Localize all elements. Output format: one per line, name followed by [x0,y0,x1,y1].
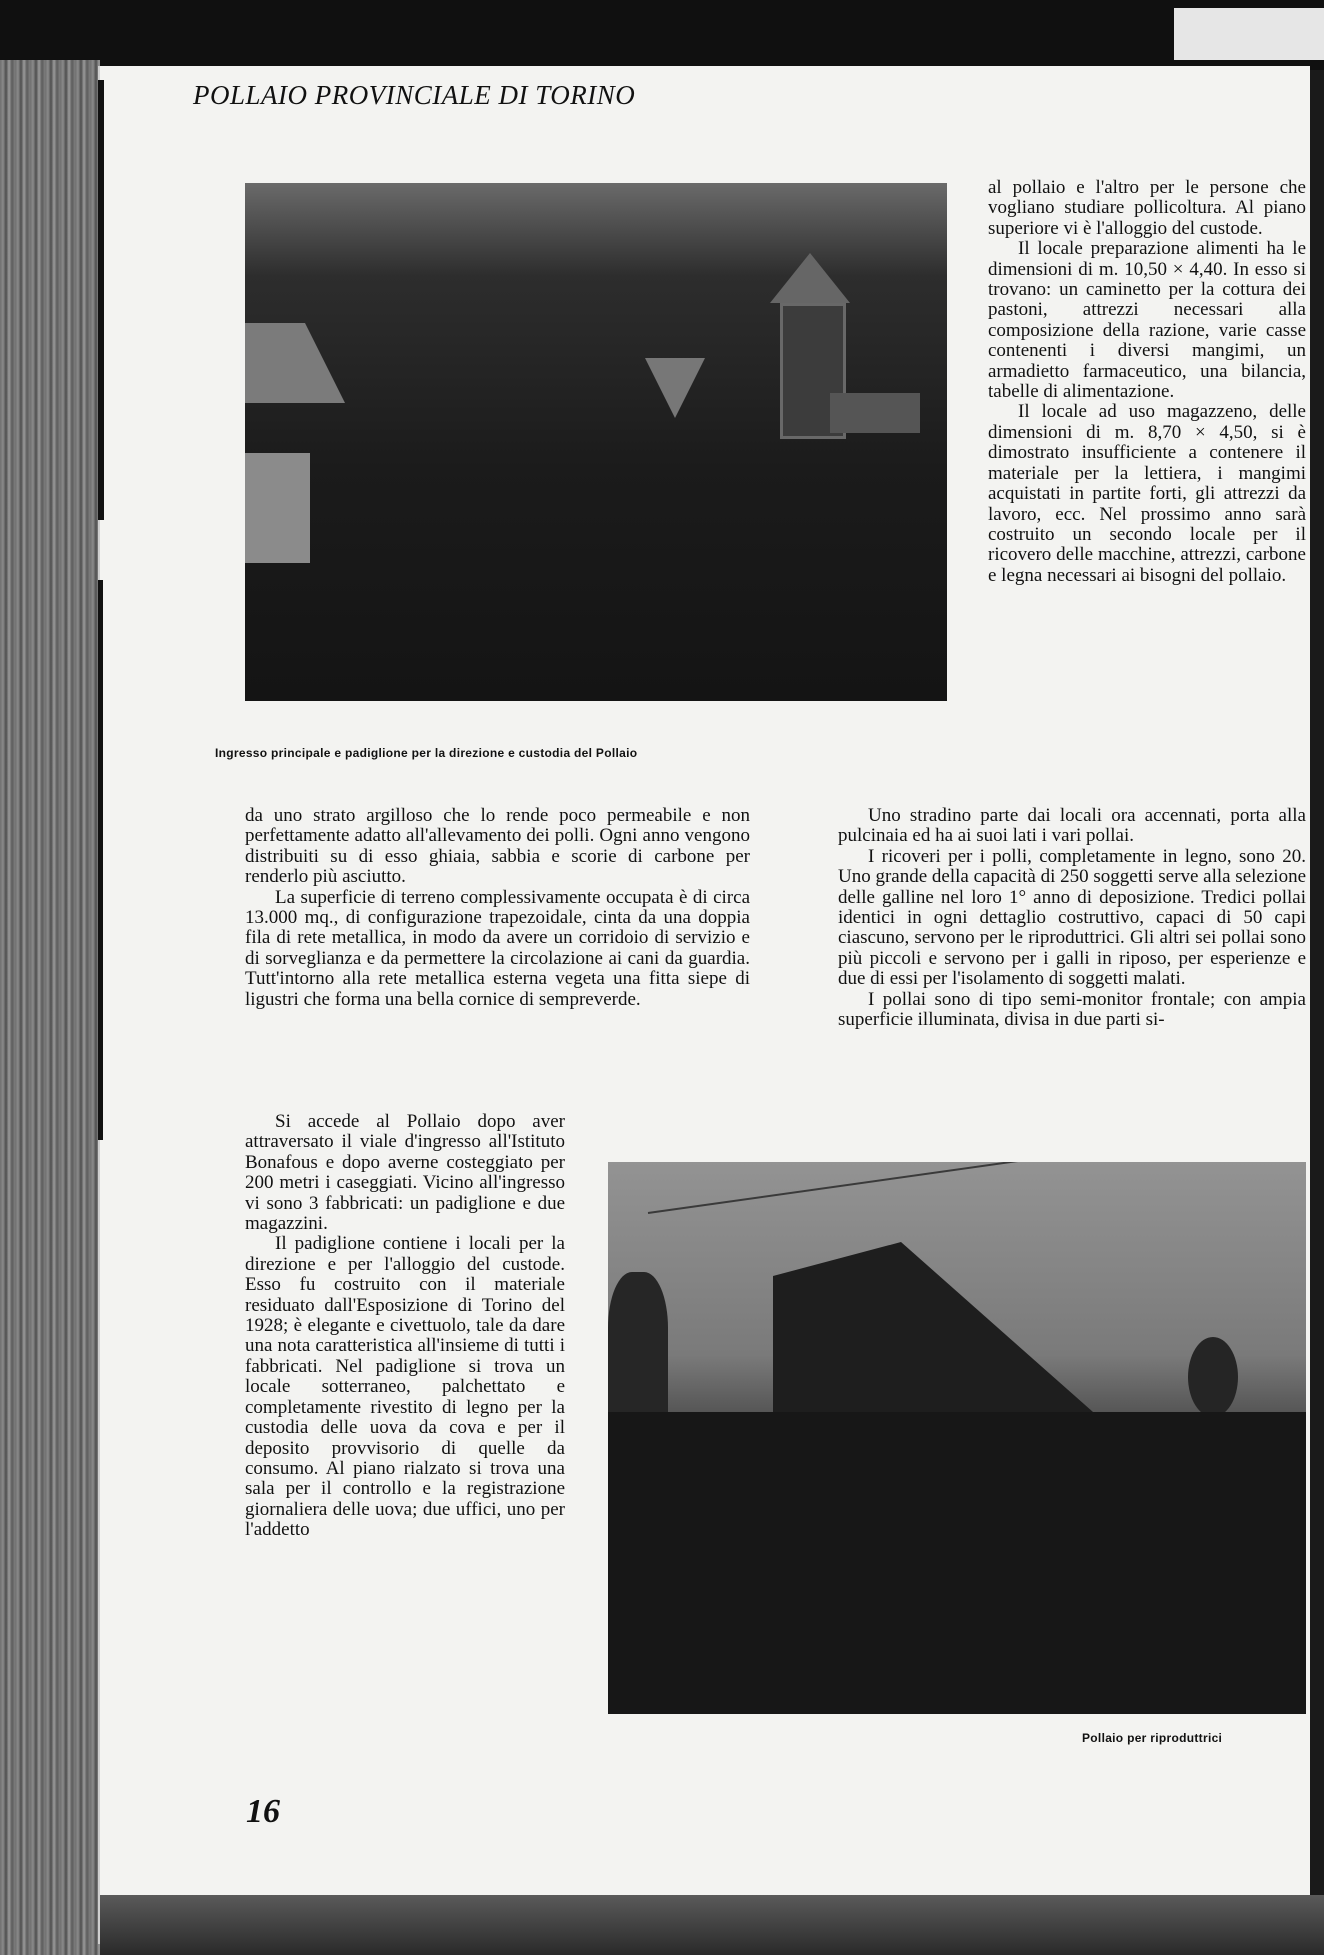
paragraph: La superficie di terreno complessivamente occupata è di circa 13.000 mq., di configurazione trapezoidale, cinta da una doppia fila di rete metallica, in modo da avere un corridoio di servizio e di sorveglianza e da permettere la circolazione ai cani da guardia. Tutt'intorno alla rete metallica esterna vegeta una fitta siepe di ligustri che forma una bella cornice di sempreverde. [245,886,750,1010]
scan-margin-line [98,80,104,520]
paragraph: I pollai sono di tipo semi-monitor frontale; con ampia superficie illuminata, divisa in due parti si- [838,988,1306,1031]
page-number: 16 [246,1793,280,1830]
photo-detail [245,323,345,403]
photo-detail [648,1162,1282,1214]
scan-margin-line [98,580,103,1140]
paragraph: da uno strato argilloso che lo rende poco permeabile e non perfettamente adatto all'allevamento dei polli. Ogni anno vengono distribuiti su di esso ghiaia, sabbia e scorie di carbone per renderlo più asciutto. [245,805,750,888]
paragraph: I ricoveri per i polli, completamente in legno, sono 20. Uno grande della capacità di 250 soggetti serve alla selezione delle galline nel loro 1° anno di deposizione. Tredici pollai identici in ogni dettaglio costruttivo, capaci di 50 capi ciascuno, servono per le riproduttrici. Gli altri sei pollai sono più piccoli e servono per i galli in riposo, per esperienze e due di essi per l'isolamento di soggetti malati. [838,845,1306,990]
photo-caption: Pollaio per riproduttrici [1082,1731,1223,1745]
scan-bottom-border [100,1895,1324,1955]
paragraph: Si accede al Pollaio dopo aver attraversato il viale d'ingresso all'Istituto Bonafous e dopo averne costeggiato per 200 metri i caseggiati. Vicino all'ingresso vi sono 3 fabbricati: un padiglione e due magazzini. [245,1111,565,1235]
photo-detail [608,1412,1306,1714]
photo-detail [608,1272,668,1412]
photo-detail [1188,1337,1238,1417]
text-column-right-top [988,178,1306,586]
text-column-right-mid [838,806,1306,1030]
running-head: POLLAIO PROVINCIALE DI TORINO [193,80,636,110]
scan-binding-edge [0,60,100,1955]
paragraph: al pollaio e l'altro per le persone che vogliano studiare pollicoltura. Al piano superiore vi è l'alloggio del custode. [988,177,1306,239]
photo-detail [830,393,920,433]
text-column-left-narrow [245,1112,565,1541]
paragraph: Il locale ad uso magazzeno, delle dimensioni di m. 8,70 × 4,50, si è dimostrato insufficiente a contenere il materiale per la lettiera, i mangimi acquistati in partite forti, gli attrezzi da lavoro, ecc. Nel prossimo anno sarà costruito un secondo locale per il ricovero delle macchine, attrezzi, carbone e legna necessari ai bisogni del pollaio. [988,401,1306,586]
paragraph: Il padiglione contiene i locali per la direzione e per l'alloggio del custode. Esso fu costruito con il materiale residuato dall'Esposizione di Torino del 1928; è elegante e civettuolo, tale da dare una nota caratteristica all'insieme di tutti i fabbricati. Nel padiglione si trova un locale sotterraneo, palchettato e completamente rivestito di legno per la custodia delle uova da cova e per il deposito provvisorio di quelle da consumo. Al piano rialzato si trova una sala per il controllo e la registrazione giornaliera delle uova; due uffici, uno per l'addetto [245,1233,565,1541]
scan-top-border [0,0,1324,70]
photo-detail [770,253,850,303]
text-column-left-top [245,806,750,1010]
photo-entrance-pavilion [245,183,947,701]
paragraph: Il locale preparazione alimenti ha le dimensioni di m. 10,50 × 4,40. In esso si trovano: un caminetto per la cottura dei pastoni, attrezzi necessari alla composizione della razione, varie casse contenenti i diversi mangimi, un armadietto farmaceutico, una bilancia, tabelle di alimentazione. [988,238,1306,403]
photo-breeding-henhouse [608,1162,1306,1714]
photo-detail [645,358,705,418]
photo-caption: Ingresso principale e padiglione per la direzione e custodia del Pollaio [215,746,638,760]
paragraph: Uno stradino parte dai locali ora accennati, porta alla pulcinaia ed ha ai suoi lati i vari pollai. [838,805,1306,847]
scan-paper-tab [1174,8,1324,60]
photo-detail [245,453,310,563]
photo-detail [773,1242,1093,1412]
